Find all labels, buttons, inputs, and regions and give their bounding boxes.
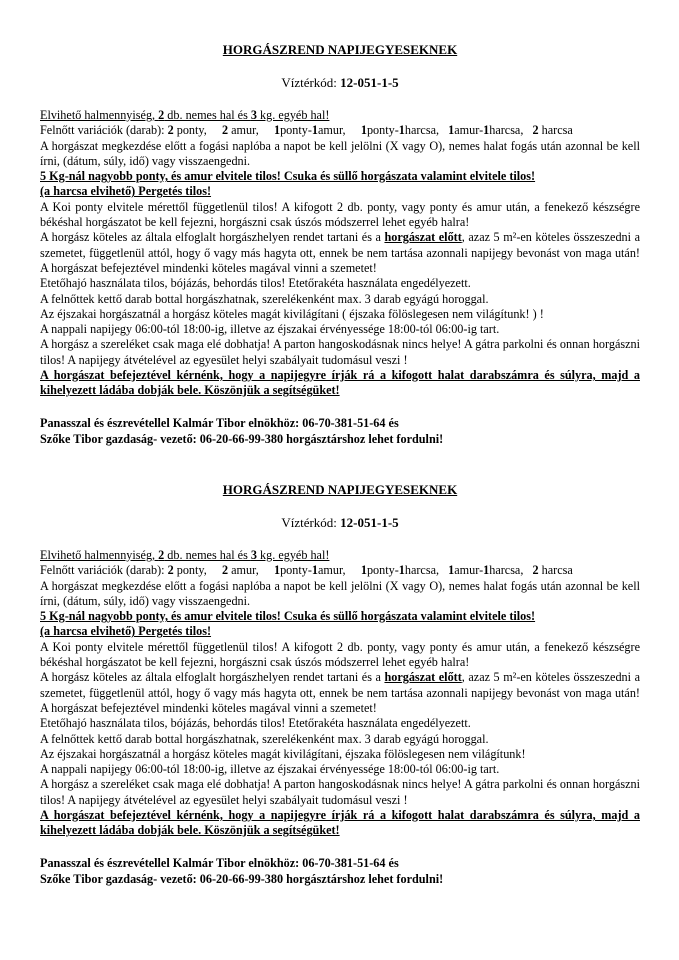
catch-count: 2	[158, 548, 165, 562]
catch-limit	[40, 548, 640, 563]
variation-count: 1	[398, 563, 405, 578]
water-code-value: 12-051-1-5	[340, 75, 399, 90]
variation-text: harcsa,	[489, 563, 533, 578]
catch-text: Elvihető halmennyiség,	[40, 548, 159, 562]
contact-manager: Szőke Tibor gazdaság- vezető: 06-20-66-99-380 horgásztárshoz lehet fordulni!	[40, 871, 444, 886]
log-rule: A horgászat megkezdése előtt a fogási naplóba a napot be kell jelölni (X vagy O), nemes halat fogás után azonnal be kell írni, (dátum, súly, idő) vagy visszaengedni.	[40, 578, 640, 608]
koi-rule: A Koi ponty elvitele mérettől függetlenül tilos! A kifogott 2 db. ponty, vagy ponty és amur után, a fenekező készségre békéshal horgászatot be kell fejezni, horgászni csak úszós módszerrel lehet egyéb halra!	[40, 639, 640, 670]
catch-text: kg. egyéb hal!	[256, 548, 330, 562]
gear-rule: A horgász a szereléket csak maga elé dobhatja! A parton hangoskodásnak nincs helye! A gátra parkolni és onnan horgászni tilos! A napijegy átvételével az egyesület helyi szabályait tudomásul veszi !	[40, 337, 640, 367]
night-rule: Az éjszakai horgászatnál a horgász köteles magát kivilágítani ( éjszaka fölöslegesen nem világítunk! ) !	[40, 306, 544, 321]
contact-info	[40, 415, 640, 447]
cleanliness-emphasis: horgászat előtt	[384, 230, 462, 245]
variation-count: 2	[532, 123, 539, 138]
variation-text: ponty-	[366, 563, 399, 578]
section-title: HORGÁSZREND NAPIJEGYESEKNEK	[222, 42, 458, 57]
water-code	[40, 75, 640, 91]
day-ticket-rule: A nappali napijegy 06:00-tól 18:00-ig, illetve az éjszakai érvényessége 18:00-tól 06:00-ig tart.	[40, 322, 500, 337]
cleanliness-text: A horgász köteles az általa elfoglalt horgászhelyen rendet tartani és a	[40, 230, 385, 245]
variation-text: amur-	[454, 123, 484, 138]
cleanliness-emphasis: horgászat előtt	[384, 670, 462, 685]
prohibition-rule: 5 Kg-nál nagyobb ponty, és amur elvitele tilos! Csuka és süllő horgászata valamint elvitele tilos!	[40, 169, 536, 184]
variation-text: amur-	[454, 563, 484, 578]
variations-label: Felnőtt variációk (darab):	[40, 123, 168, 138]
variation-text: amur,	[318, 563, 361, 578]
catch-text: Elvihető halmennyiség,	[40, 108, 159, 122]
day-ticket-rule: A nappali napijegy 06:00-tól 18:00-ig, illetve az éjszakai érvényessége 18:00-tól 06:00-ig tart.	[40, 762, 500, 777]
catch-limit	[40, 108, 640, 123]
variation-count: 1	[483, 123, 490, 138]
variation-text: ponty,	[173, 123, 222, 138]
contact-info	[40, 855, 640, 887]
variation-text: amur,	[318, 123, 361, 138]
variation-count: 1	[360, 123, 367, 138]
gear-rule: A horgász a szereléket csak maga elé dobhatja! A parton hangoskodásnak nincs helye! A gátra parkolni és onnan horgászni tilos! A napijegy átvételével az egyesület helyi szabályait tudomásul veszi !	[40, 777, 640, 807]
final-request: A horgászat befejeztével kérnénk, hogy a napijegyre írják rá a kifogott halat darabszámra és súlyra, majd a kihelyezett ládába dobják bele. Köszönjük a segítségüket!	[40, 368, 640, 398]
water-code-value: 12-051-1-5	[340, 515, 399, 530]
catfish-rule: (a harcsa elvihető) Pergetés tilos!	[40, 184, 212, 199]
variation-text: ponty,	[173, 563, 222, 578]
variation-text: harcsa,	[489, 123, 533, 138]
rules-section-2	[40, 482, 640, 887]
variation-text: amur,	[228, 563, 274, 578]
cleanliness-rule	[40, 670, 640, 716]
cleanliness-text: A horgász köteles az általa elfoglalt horgászhelyen rendet tartani és a	[40, 670, 385, 685]
cleanliness-rule	[40, 230, 640, 276]
variation-count: 2	[222, 563, 229, 578]
catch-count: 2	[158, 108, 165, 122]
variation-count: 1	[448, 563, 455, 578]
variation-count: 1	[311, 123, 318, 138]
adult-variations	[40, 563, 640, 578]
water-code-label: Víztérkód:	[281, 75, 341, 90]
section-title: HORGÁSZREND NAPIJEGYESEKNEK	[222, 482, 458, 497]
cleanliness-text: , azaz 5 m²-en köteles összeszedni a szemetet, függetlenül attól, hogy ő vagy más hagyta ott, ennek be nem tartása azonnali napijegy bevonást von maga után! A horgászat befejeztével mindenki köteles magával vinni a szemetet!	[40, 670, 640, 715]
variation-text: ponty-	[366, 123, 399, 138]
prohibition-rule: 5 Kg-nál nagyobb ponty, és amur elvitele tilos! Csuka és süllő horgászata valamint elvitele tilos!	[40, 609, 536, 624]
variation-count: 1	[273, 123, 281, 138]
catch-weight: 3	[250, 108, 257, 122]
rules-body	[40, 108, 640, 399]
variation-text: ponty-	[280, 123, 312, 138]
variation-count: 2	[167, 563, 174, 578]
water-code	[40, 515, 640, 531]
final-request: A horgászat befejeztével kérnénk, hogy a napijegyre írják rá a kifogott halat darabszámra és súlyra, majd a kihelyezett ládába dobják bele. Köszönjük a segítségüket!	[40, 808, 640, 838]
catch-text: db. nemes hal és	[164, 108, 251, 122]
boat-rule: Etetőhajó használata tilos, bójázás, behordás tilos! Etetőrakéta használata engedélyezett.	[40, 276, 471, 291]
variation-text: amur,	[228, 123, 274, 138]
rods-rule: A felnőttek kettő darab bottal horgászhatnak, szerelékenként max. 3 darab egyágú horoggal.	[40, 731, 489, 746]
variation-count: 2	[167, 123, 174, 138]
variation-text: harcsa,	[404, 563, 449, 578]
log-rule: A horgászat megkezdése előtt a fogási naplóba a napot be kell jelölni (X vagy O), nemes halat fogás után azonnal be kell írni, (dátum, súly, idő) vagy visszaengedni.	[40, 138, 640, 168]
catch-text: kg. egyéb hal!	[256, 108, 330, 122]
variation-count: 1	[448, 123, 455, 138]
catfish-rule: (a harcsa elvihető) Pergetés tilos!	[40, 624, 212, 639]
variation-text: harcsa	[538, 123, 573, 138]
rules-section-1	[40, 42, 640, 447]
catch-text: db. nemes hal és	[164, 548, 251, 562]
variation-count: 1	[273, 563, 281, 578]
variation-count: 1	[311, 563, 318, 578]
variation-count: 2	[532, 563, 539, 578]
variations-label: Felnőtt variációk (darab):	[40, 563, 168, 578]
variation-count: 2	[222, 123, 229, 138]
contact-president: Panasszal és észrevétellel Kalmár Tibor elnökhöz: 06-70-381-51-64 és	[40, 415, 399, 430]
night-rule: Az éjszakai horgászatnál a horgász köteles magát kivilágítani, éjszaka fölöslegesen nem világítunk!	[40, 746, 526, 761]
catch-weight: 3	[250, 548, 257, 562]
adult-variations	[40, 123, 640, 138]
rods-rule: A felnőttek kettő darab bottal horgászhatnak, szerelékenként max. 3 darab egyágú horoggal.	[40, 291, 489, 306]
variation-count: 1	[483, 563, 490, 578]
variation-count: 1	[360, 563, 367, 578]
water-code-label: Víztérkód:	[281, 515, 341, 530]
variation-text: harcsa,	[404, 123, 449, 138]
cleanliness-text: , azaz 5 m²-en köteles összeszedni a szemetet, függetlenül attól, hogy ő vagy más hagyta ott, ennek be nem tartása azonnali napijegy bevonást von maga után! A horgászat befejeztével mindenki köteles magával vinni a szemetet!	[40, 230, 640, 275]
koi-rule: A Koi ponty elvitele mérettől függetlenül tilos! A kifogott 2 db. ponty, vagy ponty és amur után, a fenekező készségre békéshal horgászatot be kell fejezni, horgászni csak úszós módszerrel lehet egyéb halra!	[40, 199, 640, 230]
contact-manager: Szőke Tibor gazdaság- vezető: 06-20-66-99-380 horgásztárshoz lehet fordulni!	[40, 431, 444, 446]
variation-text: harcsa	[538, 563, 573, 578]
rules-body	[40, 548, 640, 839]
variation-count: 1	[398, 123, 405, 138]
variation-text: ponty-	[280, 563, 312, 578]
contact-president: Panasszal és észrevétellel Kalmár Tibor elnökhöz: 06-70-381-51-64 és	[40, 855, 399, 870]
boat-rule: Etetőhajó használata tilos, bójázás, behordás tilos! Etetőrakéta használata engedélyezett.	[40, 716, 471, 731]
